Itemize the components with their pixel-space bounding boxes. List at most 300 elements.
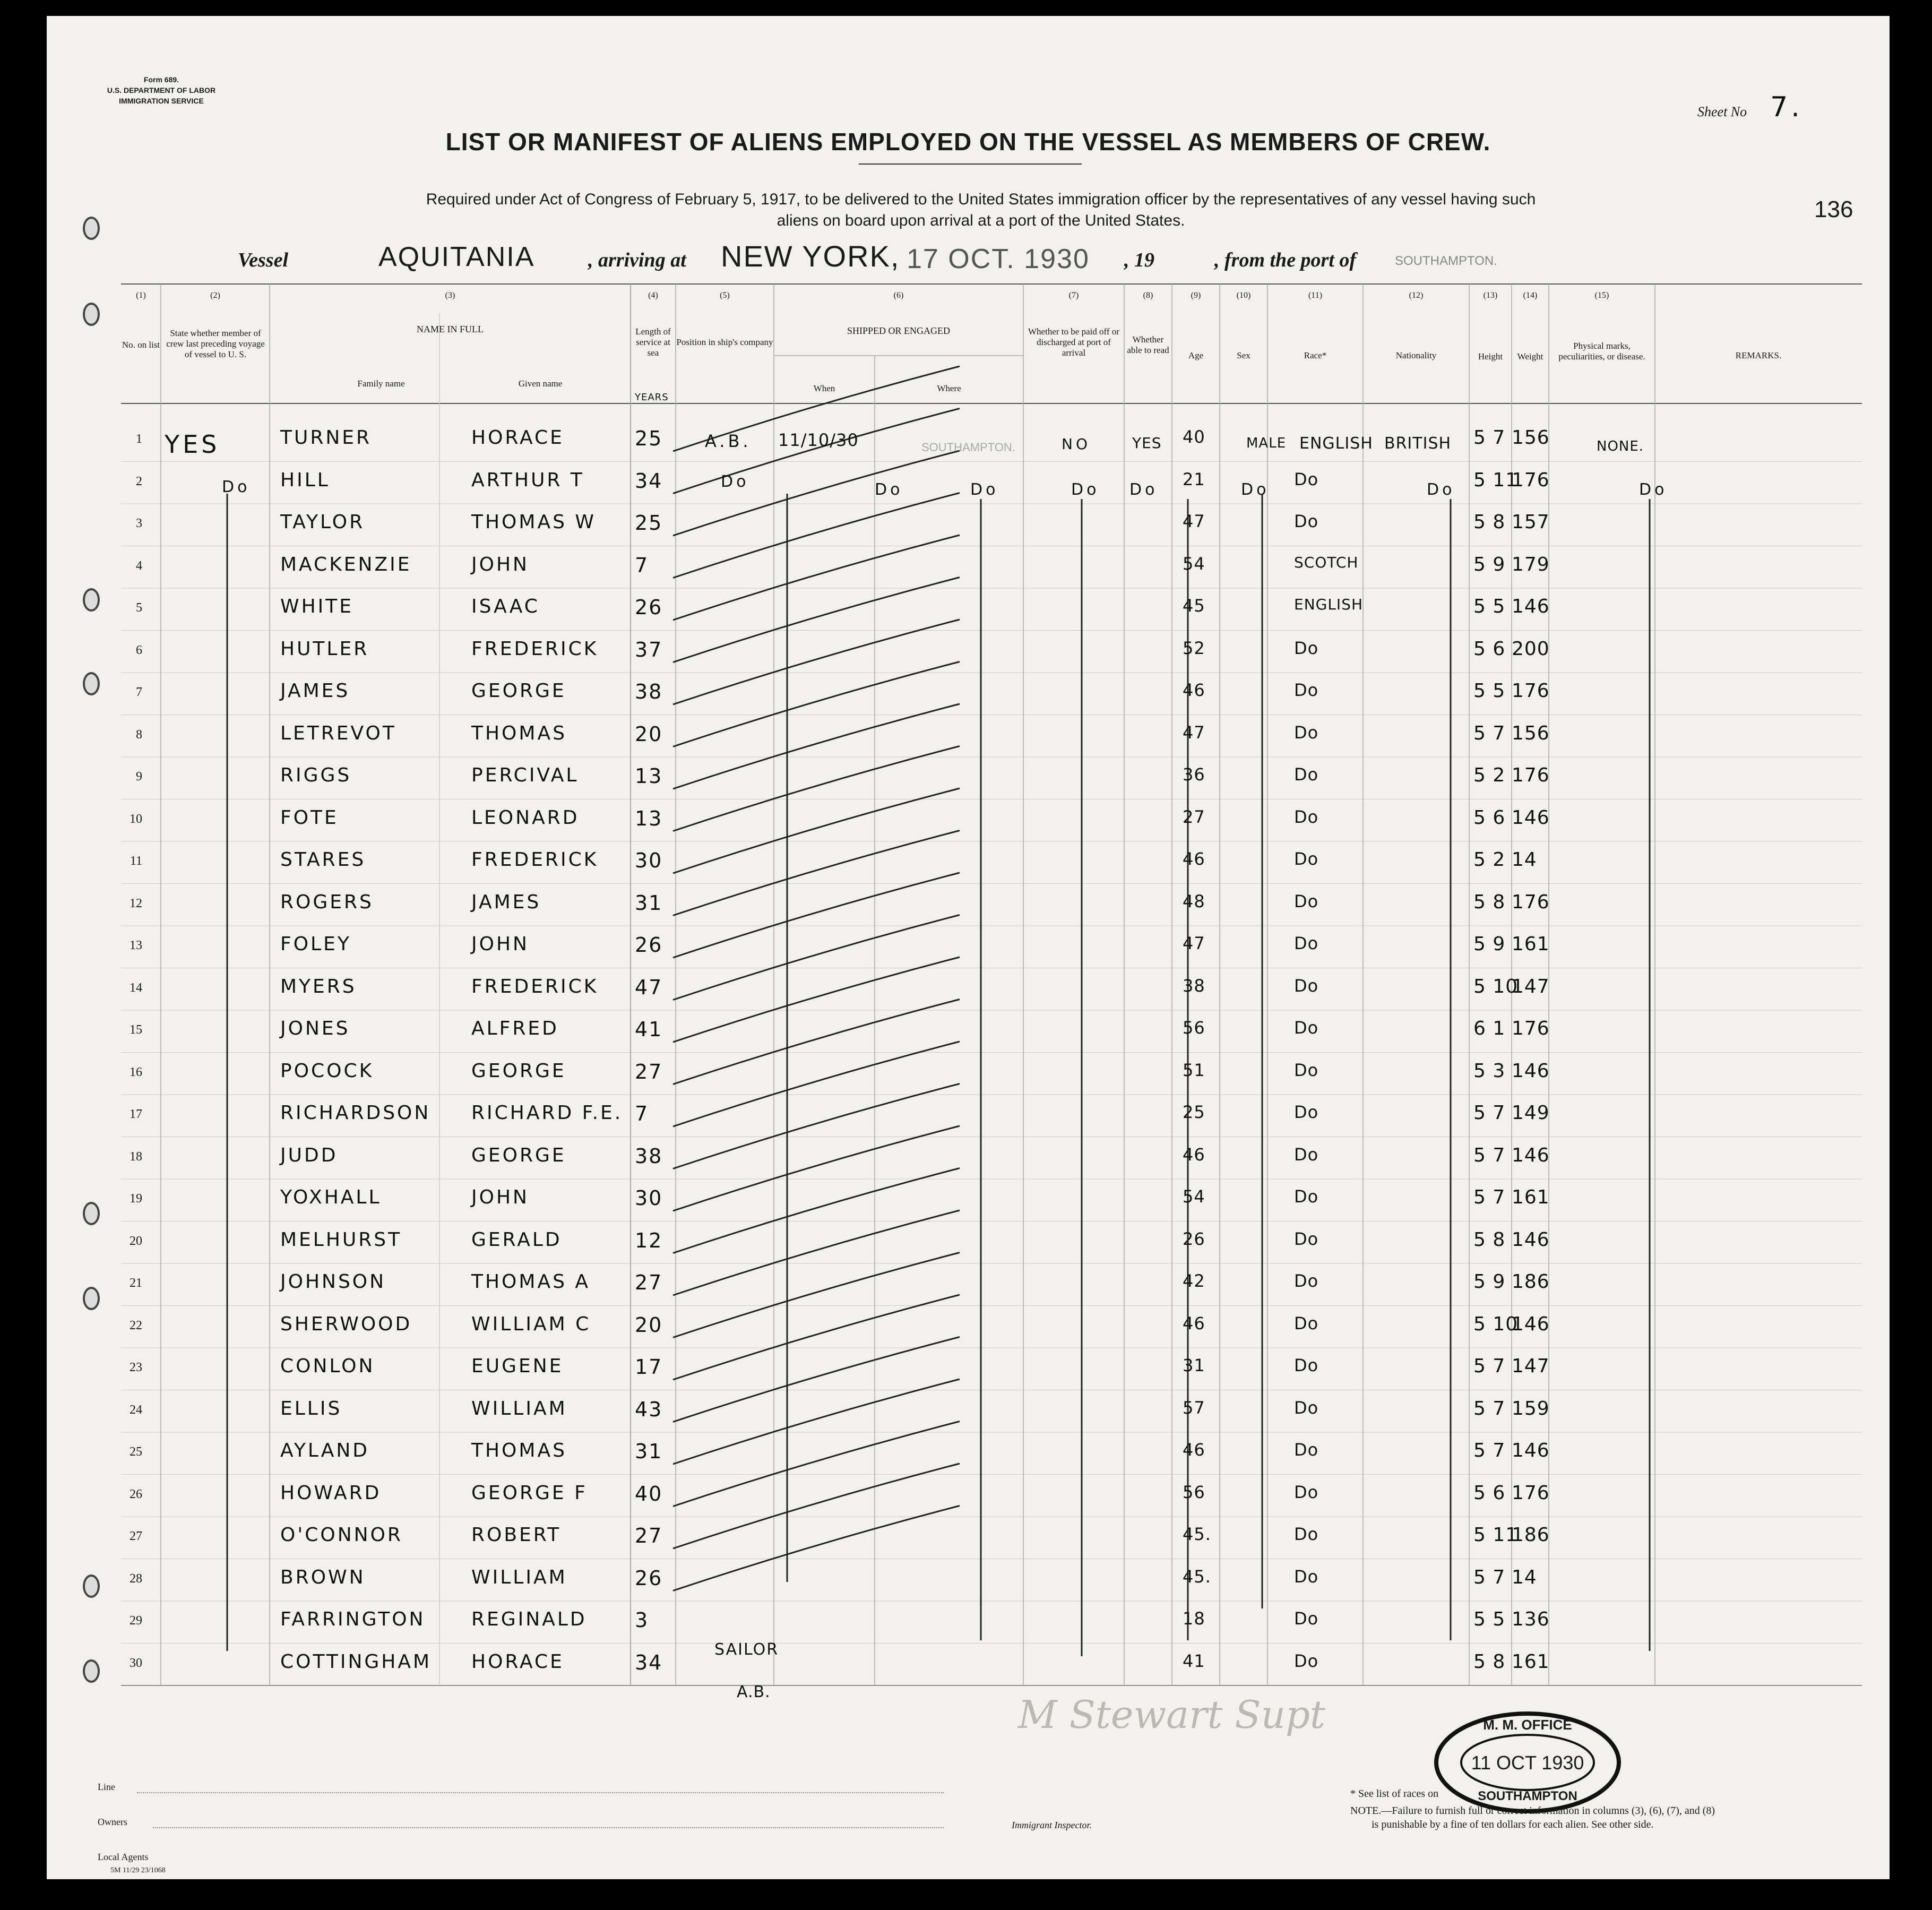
strike-line (673, 746, 960, 831)
weight-value: 200 (1512, 638, 1550, 660)
col-header-family: Family name (357, 378, 405, 389)
length-of-service: 27 (635, 1271, 663, 1294)
strike-line (673, 831, 960, 916)
length-of-service: 17 (635, 1355, 663, 1379)
age-value: 47 (1183, 933, 1205, 953)
ditto-mark: Do (1241, 480, 1270, 499)
sheet-number-value: 7. (1770, 91, 1803, 123)
height-value: 5 8 (1473, 1228, 1506, 1251)
length-of-service: 30 (635, 849, 663, 872)
race-value: Do (1294, 638, 1319, 658)
race-value: Do (1294, 1186, 1319, 1207)
row-number: 20 (130, 1234, 142, 1248)
height-value: 5 5 (1473, 1608, 1506, 1630)
service-name: IMMIGRATION SERVICE (119, 97, 204, 105)
given-name: THOMAS (471, 722, 567, 744)
family-name: AYLAND (280, 1440, 369, 1461)
col-header-nationality: Nationality (1395, 350, 1437, 360)
length-of-service: 43 (635, 1397, 663, 1421)
race-value: Do (1294, 1271, 1319, 1291)
family-name: HOWARD (280, 1482, 382, 1504)
col-number: (2) (210, 291, 220, 300)
height-value: 5 7 (1473, 1102, 1506, 1124)
strike-line (673, 620, 960, 704)
weight-value: 157 (1512, 511, 1550, 533)
given-name: HORACE (471, 1650, 564, 1673)
given-name: JOHN (471, 933, 529, 955)
col-header-no: No. on list (122, 340, 160, 350)
manifest-title: LIST OR MANIFEST OF ALIENS EMPLOYED ON THE VESSEL AS MEMBERS OF CREW. (445, 128, 1491, 156)
family-name: ROGERS (280, 891, 374, 913)
age-value: 42 (1183, 1271, 1205, 1291)
height-value: 5 11 (1473, 1524, 1519, 1546)
row-number: 10 (130, 812, 142, 826)
row-number: 19 (130, 1192, 142, 1206)
age-value: 26 (1183, 1228, 1205, 1249)
row-number: 7 (136, 685, 142, 699)
department-name: U.S. DEPARTMENT OF LABOR (107, 86, 216, 94)
weight-value: 159 (1512, 1397, 1550, 1419)
height-value: 5 7 (1473, 1397, 1506, 1419)
height-value: 5 9 (1473, 553, 1506, 575)
row-number: 12 (130, 896, 142, 910)
family-name: HUTLER (280, 638, 369, 660)
strike-line (673, 1295, 960, 1380)
col-header-service: Length of service at sea (635, 326, 671, 358)
footer-line-label: Line (98, 1782, 115, 1792)
strike-line (673, 1337, 960, 1422)
family-name: JAMES (280, 680, 350, 702)
height-value: 5 2 (1473, 849, 1506, 871)
stamp-top-text: M. M. OFFICE (1483, 1717, 1572, 1733)
row-number: 13 (130, 939, 142, 952)
length-of-service: 12 (635, 1228, 663, 1252)
strike-line (673, 788, 960, 873)
col-header-position: Position in ship's company (676, 337, 773, 347)
given-name: GEORGE (471, 680, 566, 702)
row-number: 11 (130, 854, 142, 868)
row-number: 5 (136, 601, 142, 615)
from-port-label: , from the port of (1214, 249, 1357, 271)
height-value: 6 1 (1473, 1018, 1506, 1039)
manifest-sheet (47, 16, 1890, 1879)
given-name: LEONARD (471, 806, 580, 829)
inspector-label: Immigrant Inspector. (1012, 1820, 1092, 1830)
family-name: SHERWOOD (280, 1313, 412, 1335)
row-number: 2 (136, 474, 142, 488)
given-name: THOMAS A (471, 1271, 591, 1293)
race-value: Do (1294, 806, 1319, 827)
length-of-service: 41 (635, 1018, 663, 1041)
row-number: 28 (130, 1571, 142, 1586)
col-header-remarks: REMARKS. (1735, 350, 1782, 360)
race-value: Do (1294, 1566, 1319, 1587)
strike-line (673, 915, 960, 1000)
row-number: 9 (136, 770, 142, 784)
strike-line (673, 535, 960, 620)
vessel-name: AQUITANIA (378, 242, 535, 272)
ditto-mark: Do (1639, 480, 1668, 499)
weight-value: 161 (1512, 933, 1550, 955)
ditto-mark: Do (970, 480, 999, 499)
given-name: GEORGE F (471, 1482, 588, 1504)
race-value: ENGLISH (1294, 596, 1364, 613)
age-value: 52 (1183, 638, 1205, 658)
height-value: 5 6 (1473, 1482, 1506, 1504)
given-name: REGINALD (471, 1608, 587, 1630)
page-number: 136 (1814, 196, 1853, 222)
col-header-where: Where (937, 383, 961, 393)
footer-print-code: 5M 11/29 23/1068 (110, 1866, 166, 1874)
given-name: GEORGE (471, 1144, 566, 1166)
race-value: Do (1294, 1650, 1319, 1671)
age-value: 57 (1183, 1397, 1205, 1418)
weight-value: 156 (1512, 722, 1550, 744)
height-value: 5 3 (1473, 1060, 1506, 1082)
length-of-service: 20 (635, 722, 663, 746)
footer-owners-rule (153, 1827, 944, 1828)
weight-value: 149 (1512, 1102, 1550, 1124)
col-header-paid-off: Whether to be paid off or discharged at port of arrival (1028, 326, 1119, 358)
given-name: JOHN (471, 553, 529, 575)
ditto-mark: Do (721, 472, 749, 491)
ditto-mark: Do (1129, 480, 1158, 499)
weight-value: 146 (1512, 1144, 1550, 1166)
race-value: Do (1294, 1102, 1319, 1122)
col-header-state: State whether member of crew last preceding voyage of vessel to U. S. (166, 328, 265, 359)
row-number: 29 (130, 1614, 142, 1628)
col-header-physical: Physical marks, peculiarities, or disease. (1558, 341, 1645, 362)
strike-line (673, 1464, 960, 1548)
weight-value: 146 (1512, 1440, 1550, 1461)
weight-value: 176 (1512, 891, 1550, 913)
strike-line (673, 1210, 960, 1295)
race-value: Do (1294, 1482, 1319, 1502)
height-value: 5 6 (1473, 806, 1506, 829)
read-value: YES (1132, 434, 1162, 452)
family-name: COTTINGHAM (280, 1650, 432, 1673)
position-sailor: SAILOR (714, 1640, 779, 1659)
age-value: 56 (1183, 1018, 1205, 1038)
row-number: 15 (130, 1023, 142, 1037)
col-number: (14) (1523, 291, 1538, 300)
row-number: 24 (130, 1403, 142, 1417)
row-number: 25 (130, 1445, 142, 1459)
col-header-when: When (813, 383, 835, 393)
penalty-note (1350, 1804, 1817, 1831)
col-number: (11) (1308, 291, 1323, 300)
age-value: 47 (1183, 722, 1205, 743)
arrival-port: NEW YORK, (721, 239, 900, 273)
weight-value: 161 (1512, 1650, 1550, 1673)
height-value: 5 5 (1473, 680, 1506, 702)
length-of-service: 13 (635, 764, 663, 788)
age-value: 21 (1183, 469, 1205, 489)
height-value: 5 6 (1473, 638, 1506, 660)
race-value: Do (1294, 1018, 1319, 1038)
strike-line (673, 1422, 960, 1507)
row-number: 18 (130, 1149, 142, 1164)
vessel-label: Vessel (238, 249, 288, 271)
family-name: BROWN (280, 1566, 366, 1588)
given-name: FREDERICK (471, 849, 599, 871)
weight-value: 176 (1512, 469, 1550, 491)
requirement-line-2: aliens on board upon arrival at a port of the United States. (777, 212, 1185, 229)
length-of-service: 27 (635, 1524, 663, 1547)
family-name: POCOCK (280, 1060, 374, 1082)
arrival-date: 17 OCT. 1930 (907, 244, 1090, 274)
length-of-service: 38 (635, 1144, 663, 1168)
given-name: WILLIAM C (471, 1313, 591, 1335)
col-number: (3) (445, 291, 455, 300)
year-label: , 19 (1124, 249, 1154, 271)
stamp-date: 11 OCT 1930 (1471, 1752, 1584, 1774)
age-value: 46 (1183, 680, 1205, 700)
length-of-service: 26 (635, 1566, 663, 1590)
weight-value: 146 (1512, 806, 1550, 829)
age-value: 54 (1183, 553, 1205, 574)
given-name: JAMES (471, 891, 541, 913)
weight-value: 147 (1512, 1355, 1550, 1377)
family-name: RIGGS (280, 764, 352, 786)
strike-line (673, 662, 960, 747)
age-value: 46 (1183, 1440, 1205, 1460)
length-of-service: 26 (635, 596, 663, 619)
age-value: 51 (1183, 1060, 1205, 1080)
age-value: 41 (1183, 1650, 1205, 1671)
family-name: ELLIS (280, 1397, 342, 1419)
length-of-service: 38 (635, 680, 663, 703)
given-name: ALFRED (471, 1018, 559, 1039)
family-name: LETREVOT (280, 722, 396, 744)
height-value: 5 7 (1473, 1186, 1506, 1208)
strike-line (673, 873, 960, 958)
strike-line (673, 1506, 960, 1591)
col-number: (10) (1236, 291, 1251, 300)
race-value: Do (1294, 1313, 1319, 1333)
col-header-sex: Sex (1237, 350, 1250, 360)
weight-value: 156 (1512, 427, 1550, 449)
state-value: YES (165, 430, 220, 459)
physical-value: NONE. (1597, 438, 1644, 454)
strike-line (673, 578, 960, 663)
race-value: Do (1294, 1060, 1319, 1080)
length-of-service: 3 (635, 1608, 649, 1632)
height-value: 5 7 (1473, 722, 1506, 744)
given-name: HORACE (471, 427, 564, 449)
given-name: RICHARD F.E. (471, 1102, 623, 1124)
strike-line (673, 1253, 960, 1338)
row-number: 6 (136, 643, 142, 657)
strike-line (673, 1126, 960, 1211)
requirement-line-1: Required under Act of Congress of February 5, 1917, to be delivered to the United States immigration officer by the representatives of any vessel having such (426, 191, 1536, 208)
stamp-bottom-text: SOUTHAMPTON (1478, 1789, 1577, 1803)
strike-line (673, 1168, 960, 1253)
family-name: MYERS (280, 975, 357, 997)
penalty-note-line-2: is punishable by a fine of ten dollars for each alien. See other side. (1372, 1819, 1654, 1830)
height-value: 5 2 (1473, 764, 1506, 786)
ditto-mark: Do (1071, 480, 1100, 499)
weight-value: 176 (1512, 1482, 1550, 1504)
length-of-service: 47 (635, 975, 663, 999)
family-name: STARES (280, 849, 366, 871)
row-number: 8 (136, 727, 142, 742)
given-name: THOMAS W (471, 511, 596, 533)
footer-line-rule (137, 1792, 944, 1793)
race-value: Do (1294, 722, 1319, 743)
weight-value: 146 (1512, 1313, 1550, 1335)
col-number: (5) (720, 291, 730, 300)
row-number: 17 (130, 1107, 142, 1121)
race-value: Do (1294, 1524, 1319, 1544)
row-number: 23 (130, 1361, 142, 1374)
row-number: 4 (136, 558, 142, 573)
given-name: WILLIAM (471, 1397, 567, 1419)
age-value: 25 (1183, 1102, 1205, 1122)
age-value: 47 (1183, 511, 1205, 531)
age-value: 45. (1183, 1524, 1211, 1544)
col-header-given: Given name (518, 378, 563, 389)
family-name: JUDD (280, 1144, 338, 1166)
length-of-service: 26 (635, 933, 663, 957)
weight-value: 14 (1512, 849, 1537, 871)
given-name: ROBERT (471, 1524, 562, 1546)
age-value: 46 (1183, 1313, 1205, 1333)
paid-off-value: NO (1062, 435, 1091, 453)
weight-value: 176 (1512, 680, 1550, 702)
age-value: 40 (1183, 427, 1205, 447)
col-number: (6) (893, 291, 904, 300)
race-value: Do (1294, 511, 1319, 531)
family-name: MACKENZIE (280, 553, 412, 575)
family-name: RICHARDSON (280, 1102, 431, 1124)
height-value: 5 7 (1473, 1440, 1506, 1461)
weight-value: 176 (1512, 1018, 1550, 1039)
given-name: WILLIAM (471, 1566, 567, 1588)
footer-owners-label: Owners (98, 1817, 127, 1827)
age-value: 38 (1183, 975, 1205, 996)
given-name: ISAAC (471, 596, 540, 617)
races-note: * See list of races on (1350, 1788, 1439, 1800)
weight-value: 146 (1512, 1060, 1550, 1082)
nationality-value: BRITISH (1384, 434, 1452, 453)
given-name: FREDERICK (471, 975, 599, 997)
weight-value: 146 (1512, 1228, 1550, 1251)
race-value: Do (1294, 933, 1319, 953)
weight-value: 147 (1512, 975, 1550, 997)
strike-line (673, 1084, 960, 1169)
ditto-mark: Do (875, 480, 903, 499)
row-number: 14 (130, 980, 142, 995)
length-of-service: 25 (635, 427, 663, 450)
row-number: 30 (130, 1656, 142, 1670)
age-value: 36 (1183, 764, 1205, 785)
shipped-when: 11/10/30 (778, 430, 859, 450)
length-of-service: 34 (635, 1650, 663, 1674)
family-name: O'CONNOR (280, 1524, 403, 1546)
height-value: 5 7 (1473, 1566, 1506, 1588)
family-name: WHITE (280, 596, 354, 617)
shipped-where: SOUTHAMPTON. (921, 441, 1015, 454)
strike-line (673, 451, 960, 536)
signature: M Stewart Supt (1018, 1692, 1325, 1737)
col-header-name: NAME IN FULL (417, 324, 484, 334)
race-value: ENGLISH (1299, 434, 1373, 453)
height-value: 5 9 (1473, 933, 1506, 955)
strike-line (673, 493, 960, 578)
length-of-service: 30 (635, 1186, 663, 1210)
service-unit: YEARS (635, 392, 669, 403)
age-value: 46 (1183, 849, 1205, 869)
row-number: 16 (130, 1065, 142, 1079)
height-value: 5 8 (1473, 511, 1506, 533)
col-header-height: Height (1478, 351, 1503, 362)
length-of-service: 31 (635, 891, 663, 915)
family-name: JONES (280, 1018, 350, 1039)
weight-value: 161 (1512, 1186, 1550, 1208)
strike-line (673, 1000, 960, 1085)
length-of-service: 13 (635, 806, 663, 830)
race-value: Do (1294, 1144, 1319, 1165)
weight-value: 146 (1512, 596, 1550, 617)
ditto-mark: Do (222, 478, 251, 496)
height-value: 5 10 (1473, 975, 1519, 997)
family-name: MELHURST (280, 1228, 402, 1251)
given-name: GERALD (471, 1228, 562, 1251)
sheet-label: Sheet No (1697, 104, 1747, 119)
col-header-race: Race* (1304, 350, 1327, 360)
col-number: (8) (1143, 291, 1153, 300)
height-value: 5 5 (1473, 596, 1506, 617)
race-value: SCOTCH (1294, 553, 1359, 571)
family-name: FOLEY (280, 933, 351, 955)
race-value: Do (1294, 975, 1319, 996)
race-value: Do (1294, 764, 1319, 785)
col-header-read: Whether able to read (1127, 334, 1169, 355)
family-name: HILL (280, 469, 330, 491)
given-name: GEORGE (471, 1060, 566, 1082)
form-number: Form 689. (143, 75, 179, 84)
height-value: 5 7 (1473, 1355, 1506, 1377)
height-value: 5 7 (1473, 427, 1506, 449)
length-of-service: 20 (635, 1313, 663, 1337)
given-name: THOMAS (471, 1440, 567, 1461)
age-value: 48 (1183, 891, 1205, 911)
length-of-service: 7 (635, 553, 649, 577)
race-value: Do (1294, 1355, 1319, 1375)
height-value: 5 11 (1473, 469, 1519, 491)
race-value: Do (1294, 1608, 1319, 1629)
age-value: 45. (1183, 1566, 1211, 1587)
row-number: 3 (136, 517, 142, 530)
position-ab: A.B. (737, 1683, 771, 1701)
given-name: PERCIVAL (471, 764, 579, 786)
length-of-service: 7 (635, 1102, 649, 1125)
given-name: ARTHUR T (471, 469, 584, 491)
race-value: Do (1294, 1397, 1319, 1418)
weight-value: 186 (1512, 1271, 1550, 1293)
penalty-note-line-1: NOTE.—Failure to furnish full or correct information in columns (3), (6), (7), and (8) (1350, 1805, 1715, 1817)
given-name: JOHN (471, 1186, 529, 1208)
col-number: (12) (1409, 291, 1424, 300)
length-of-service: 31 (635, 1440, 663, 1463)
age-value: 18 (1183, 1608, 1205, 1629)
age-value: 54 (1183, 1186, 1205, 1207)
strike-line (673, 957, 960, 1042)
family-name: CONLON (280, 1355, 375, 1377)
family-name: YOXHALL (280, 1186, 382, 1208)
weight-value: 14 (1512, 1566, 1537, 1588)
